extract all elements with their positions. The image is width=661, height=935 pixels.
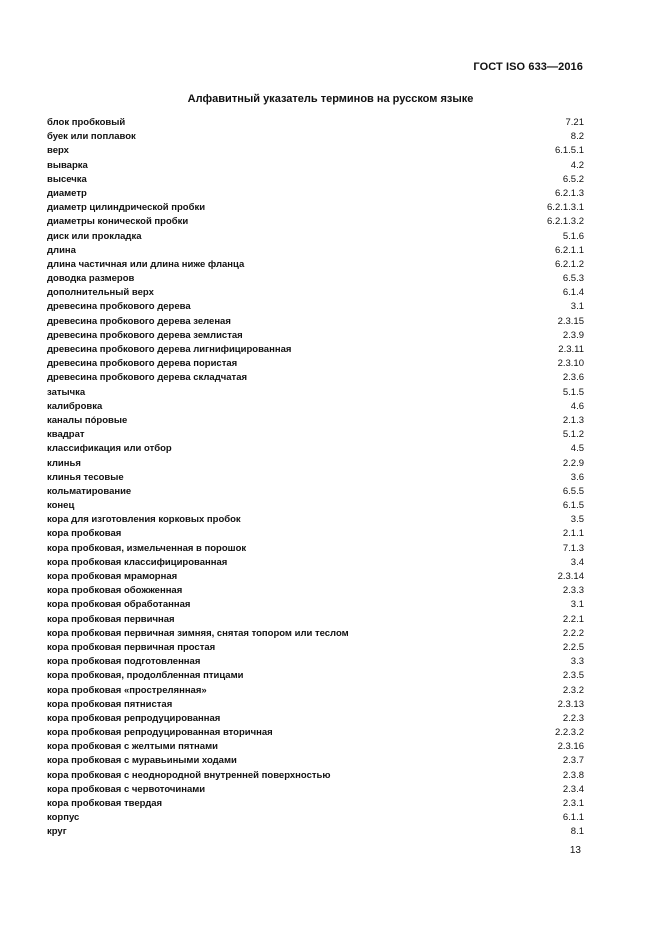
- index-reference: 3.1: [570, 599, 584, 611]
- index-entry: [47, 542, 584, 556]
- index-entry: [47, 144, 584, 158]
- index-term: кора пробковая обожженная: [47, 585, 183, 597]
- index-term: калибровка: [47, 400, 103, 412]
- index-entry: [47, 457, 584, 471]
- index-entry: [47, 215, 584, 229]
- index-reference: 2.1.3: [562, 414, 584, 426]
- index-reference: 2.2.5: [562, 641, 584, 653]
- index-reference: 2.3.4: [562, 783, 584, 795]
- index-reference: 6.5.3: [562, 273, 584, 285]
- index-entry: [47, 371, 584, 385]
- index-entry: [47, 584, 584, 598]
- index-term: диаметр цилиндрической пробки: [47, 202, 206, 214]
- index-reference: 6.2.1.3.2: [547, 216, 584, 228]
- index-reference: 2.3.9: [562, 329, 584, 341]
- index-reference: 2.3.1: [562, 798, 584, 809]
- index-reference: 4.6: [570, 400, 584, 412]
- index-reference: 6.2.1.3.1: [547, 202, 584, 214]
- index-entry: [47, 230, 584, 244]
- page-number: 13: [569, 845, 581, 856]
- index-reference: 2.3.10: [557, 358, 584, 370]
- index-term: кольматирование: [47, 485, 132, 497]
- index-entry: [47, 641, 584, 655]
- index-reference: 6.1.5: [562, 500, 584, 512]
- index-term: кора пробковая с желтыми пятнами: [47, 741, 218, 753]
- index-reference: 2.2.1: [562, 613, 584, 625]
- index-term: клинья тесовые: [47, 471, 124, 483]
- index-reference: 3.5: [570, 514, 584, 526]
- index-reference: 3.4: [570, 556, 584, 568]
- index-term: древесина пробкового дерева лигнифицированная: [47, 344, 292, 355]
- index-reference: 2.2.2: [562, 627, 584, 639]
- index-term: кора пробковая подготовленная: [47, 656, 201, 668]
- index-term: блок пробковый: [47, 117, 126, 128]
- index-reference: 2.2.3.2: [554, 727, 584, 739]
- index-reference: 6.1.5.1: [554, 145, 584, 157]
- index-term: классификация или отбор: [47, 443, 172, 455]
- index-entry: [47, 570, 584, 584]
- index-term: длина частичная или длина ниже фланца: [47, 258, 245, 270]
- index-entry: [47, 130, 584, 144]
- index-reference: 6.1.1: [562, 812, 584, 824]
- index-entry: [47, 698, 584, 712]
- index-reference: 6.2.1.1: [554, 244, 584, 256]
- index-entry: [47, 712, 584, 726]
- index-entry: [47, 811, 584, 825]
- index-entry: [47, 825, 584, 839]
- index-reference: 3.6: [570, 471, 584, 483]
- index-term: затычка: [47, 386, 86, 398]
- index-term: клинья: [47, 457, 81, 469]
- index-term: кора пробковая классифицированная: [47, 556, 228, 568]
- index-entry: [47, 286, 584, 300]
- index-reference: 2.3.3: [562, 585, 584, 597]
- index-term: кора пробковая: [47, 528, 122, 540]
- index-term: кора пробковая с неоднородной внутренней поверхностью: [47, 769, 331, 781]
- index-term: кора пробковая с червоточинами: [47, 783, 206, 795]
- index-entry: [47, 684, 584, 698]
- index-entry: [47, 513, 584, 527]
- index-reference: 2.2.3: [562, 712, 584, 724]
- index-term: высечка: [47, 173, 87, 185]
- index-entry: [47, 258, 584, 272]
- index-entry: [47, 187, 584, 201]
- index-entry: [47, 669, 584, 683]
- index-reference: 8.2: [570, 131, 584, 143]
- index-reference: 2.2.9: [562, 457, 584, 469]
- index-entry: [47, 442, 584, 456]
- index-entry: [47, 471, 584, 485]
- index-entry: [47, 797, 584, 811]
- index-entry: [47, 655, 584, 669]
- index-entry: [47, 414, 584, 428]
- index-term: кора пробковая, измельченная в порошок: [47, 542, 247, 554]
- index-term: древесина пробкового дерева землистая: [47, 329, 243, 341]
- index-entry: [47, 159, 584, 173]
- index-reference: 2.3.7: [562, 755, 584, 767]
- index-term: квадрат: [47, 429, 85, 441]
- index-term: кора пробковая первичная простая: [47, 641, 216, 653]
- index-reference: 2.3.8: [562, 769, 584, 781]
- index-term: кора пробковая с муравьиными ходами: [47, 755, 237, 767]
- index-term: кора пробковая пятнистая: [47, 698, 173, 710]
- index-entry: [47, 315, 584, 329]
- index-term: каналы пóровые: [47, 414, 128, 426]
- index-term: выварка: [47, 159, 88, 171]
- alphabetical-index: [47, 116, 584, 840]
- index-reference: 3.3: [570, 656, 584, 668]
- index-entry: [47, 527, 584, 541]
- index-term: корпус: [47, 812, 80, 824]
- index-term: кора пробковая первичная: [47, 613, 175, 625]
- index-entry: [47, 386, 584, 400]
- index-term: древесина пробкового дерева зеленая: [47, 315, 231, 327]
- index-entry: [47, 343, 584, 357]
- index-term: кора пробковая мраморная: [47, 571, 178, 582]
- index-reference: 2.3.16: [557, 741, 584, 753]
- index-term: диаметры конической пробки: [47, 216, 189, 228]
- index-entry: [47, 613, 584, 627]
- index-entry: [47, 173, 584, 187]
- index-reference: 7.1.3: [562, 542, 584, 554]
- index-entry: [47, 244, 584, 258]
- index-reference: 6.2.1.2: [554, 258, 584, 270]
- index-reference: 7.21: [565, 117, 584, 128]
- index-reference: 3.1: [570, 301, 584, 313]
- index-reference: 2.3.2: [562, 684, 584, 696]
- index-term: конец: [47, 500, 75, 512]
- index-term: диск или прокладка: [47, 230, 142, 242]
- index-reference: 2.3.14: [557, 571, 584, 582]
- index-term: буек или поплавок: [47, 131, 136, 143]
- index-term: древесина пробкового дерева: [47, 301, 191, 313]
- index-term: кора пробковая репродуцированная вторичная: [47, 727, 273, 739]
- index-reference: 5.1.6: [562, 230, 584, 242]
- index-term: дополнительный верх: [47, 287, 154, 299]
- index-term: доводка размеров: [47, 273, 135, 285]
- index-reference: 5.1.2: [562, 429, 584, 441]
- index-reference: 4.2: [570, 159, 584, 171]
- index-term: круг: [47, 826, 67, 838]
- index-entry: [47, 400, 584, 414]
- index-entry: [47, 556, 584, 570]
- index-term: кора пробковая твердая: [47, 798, 163, 809]
- index-term: кора пробковая обработанная: [47, 599, 191, 611]
- index-reference: 6.5.2: [562, 173, 584, 185]
- index-entry: [47, 485, 584, 499]
- index-entry: [47, 740, 584, 754]
- index-entry: [47, 726, 584, 740]
- index-term: древесина пробкового дерева пористая: [47, 358, 238, 370]
- index-title: Алфавитный указатель терминов на русском языке: [187, 93, 474, 105]
- index-reference: 8.1: [570, 826, 584, 838]
- index-reference: 2.1.1: [562, 528, 584, 540]
- index-entry: [47, 598, 584, 612]
- index-reference: 2.3.6: [562, 372, 584, 384]
- index-reference: 6.2.1.3: [554, 187, 584, 199]
- index-entry: [47, 627, 584, 641]
- index-reference: 2.3.13: [557, 698, 584, 710]
- index-reference: 5.1.5: [562, 386, 584, 398]
- index-term: длина: [47, 244, 76, 256]
- index-term: кора пробковая «прострелянная»: [47, 684, 207, 696]
- index-reference: 2.3.5: [562, 670, 584, 682]
- index-entry: [47, 754, 584, 768]
- index-entry: [47, 116, 584, 130]
- index-entry: [47, 499, 584, 513]
- index-term: верх: [47, 145, 69, 157]
- index-term: кора пробковая репродуцированная: [47, 712, 221, 724]
- index-reference: 2.3.11: [558, 344, 584, 355]
- index-reference: 6.1.4: [562, 287, 584, 299]
- document-header: ГОСТ ISO 633—2016: [473, 61, 583, 73]
- index-reference: 2.3.15: [557, 315, 584, 327]
- index-entry: [47, 357, 584, 371]
- index-entry: [47, 300, 584, 314]
- index-reference: 6.5.5: [562, 485, 584, 497]
- index-term: кора пробковая первичная зимняя, снятая топором или теслом: [47, 627, 349, 639]
- index-term: кора пробковая, продолбленная птицами: [47, 670, 244, 682]
- index-term: древесина пробкового дерева складчатая: [47, 372, 248, 384]
- index-reference: 4.5: [570, 443, 584, 455]
- index-term: кора для изготовления корковых пробок: [47, 514, 241, 526]
- index-term: диаметр: [47, 187, 87, 199]
- index-entry: [47, 272, 584, 286]
- index-entry: [47, 769, 584, 783]
- index-entry: [47, 329, 584, 343]
- index-entry: [47, 428, 584, 442]
- index-entry: [47, 201, 584, 215]
- index-entry: [47, 783, 584, 797]
